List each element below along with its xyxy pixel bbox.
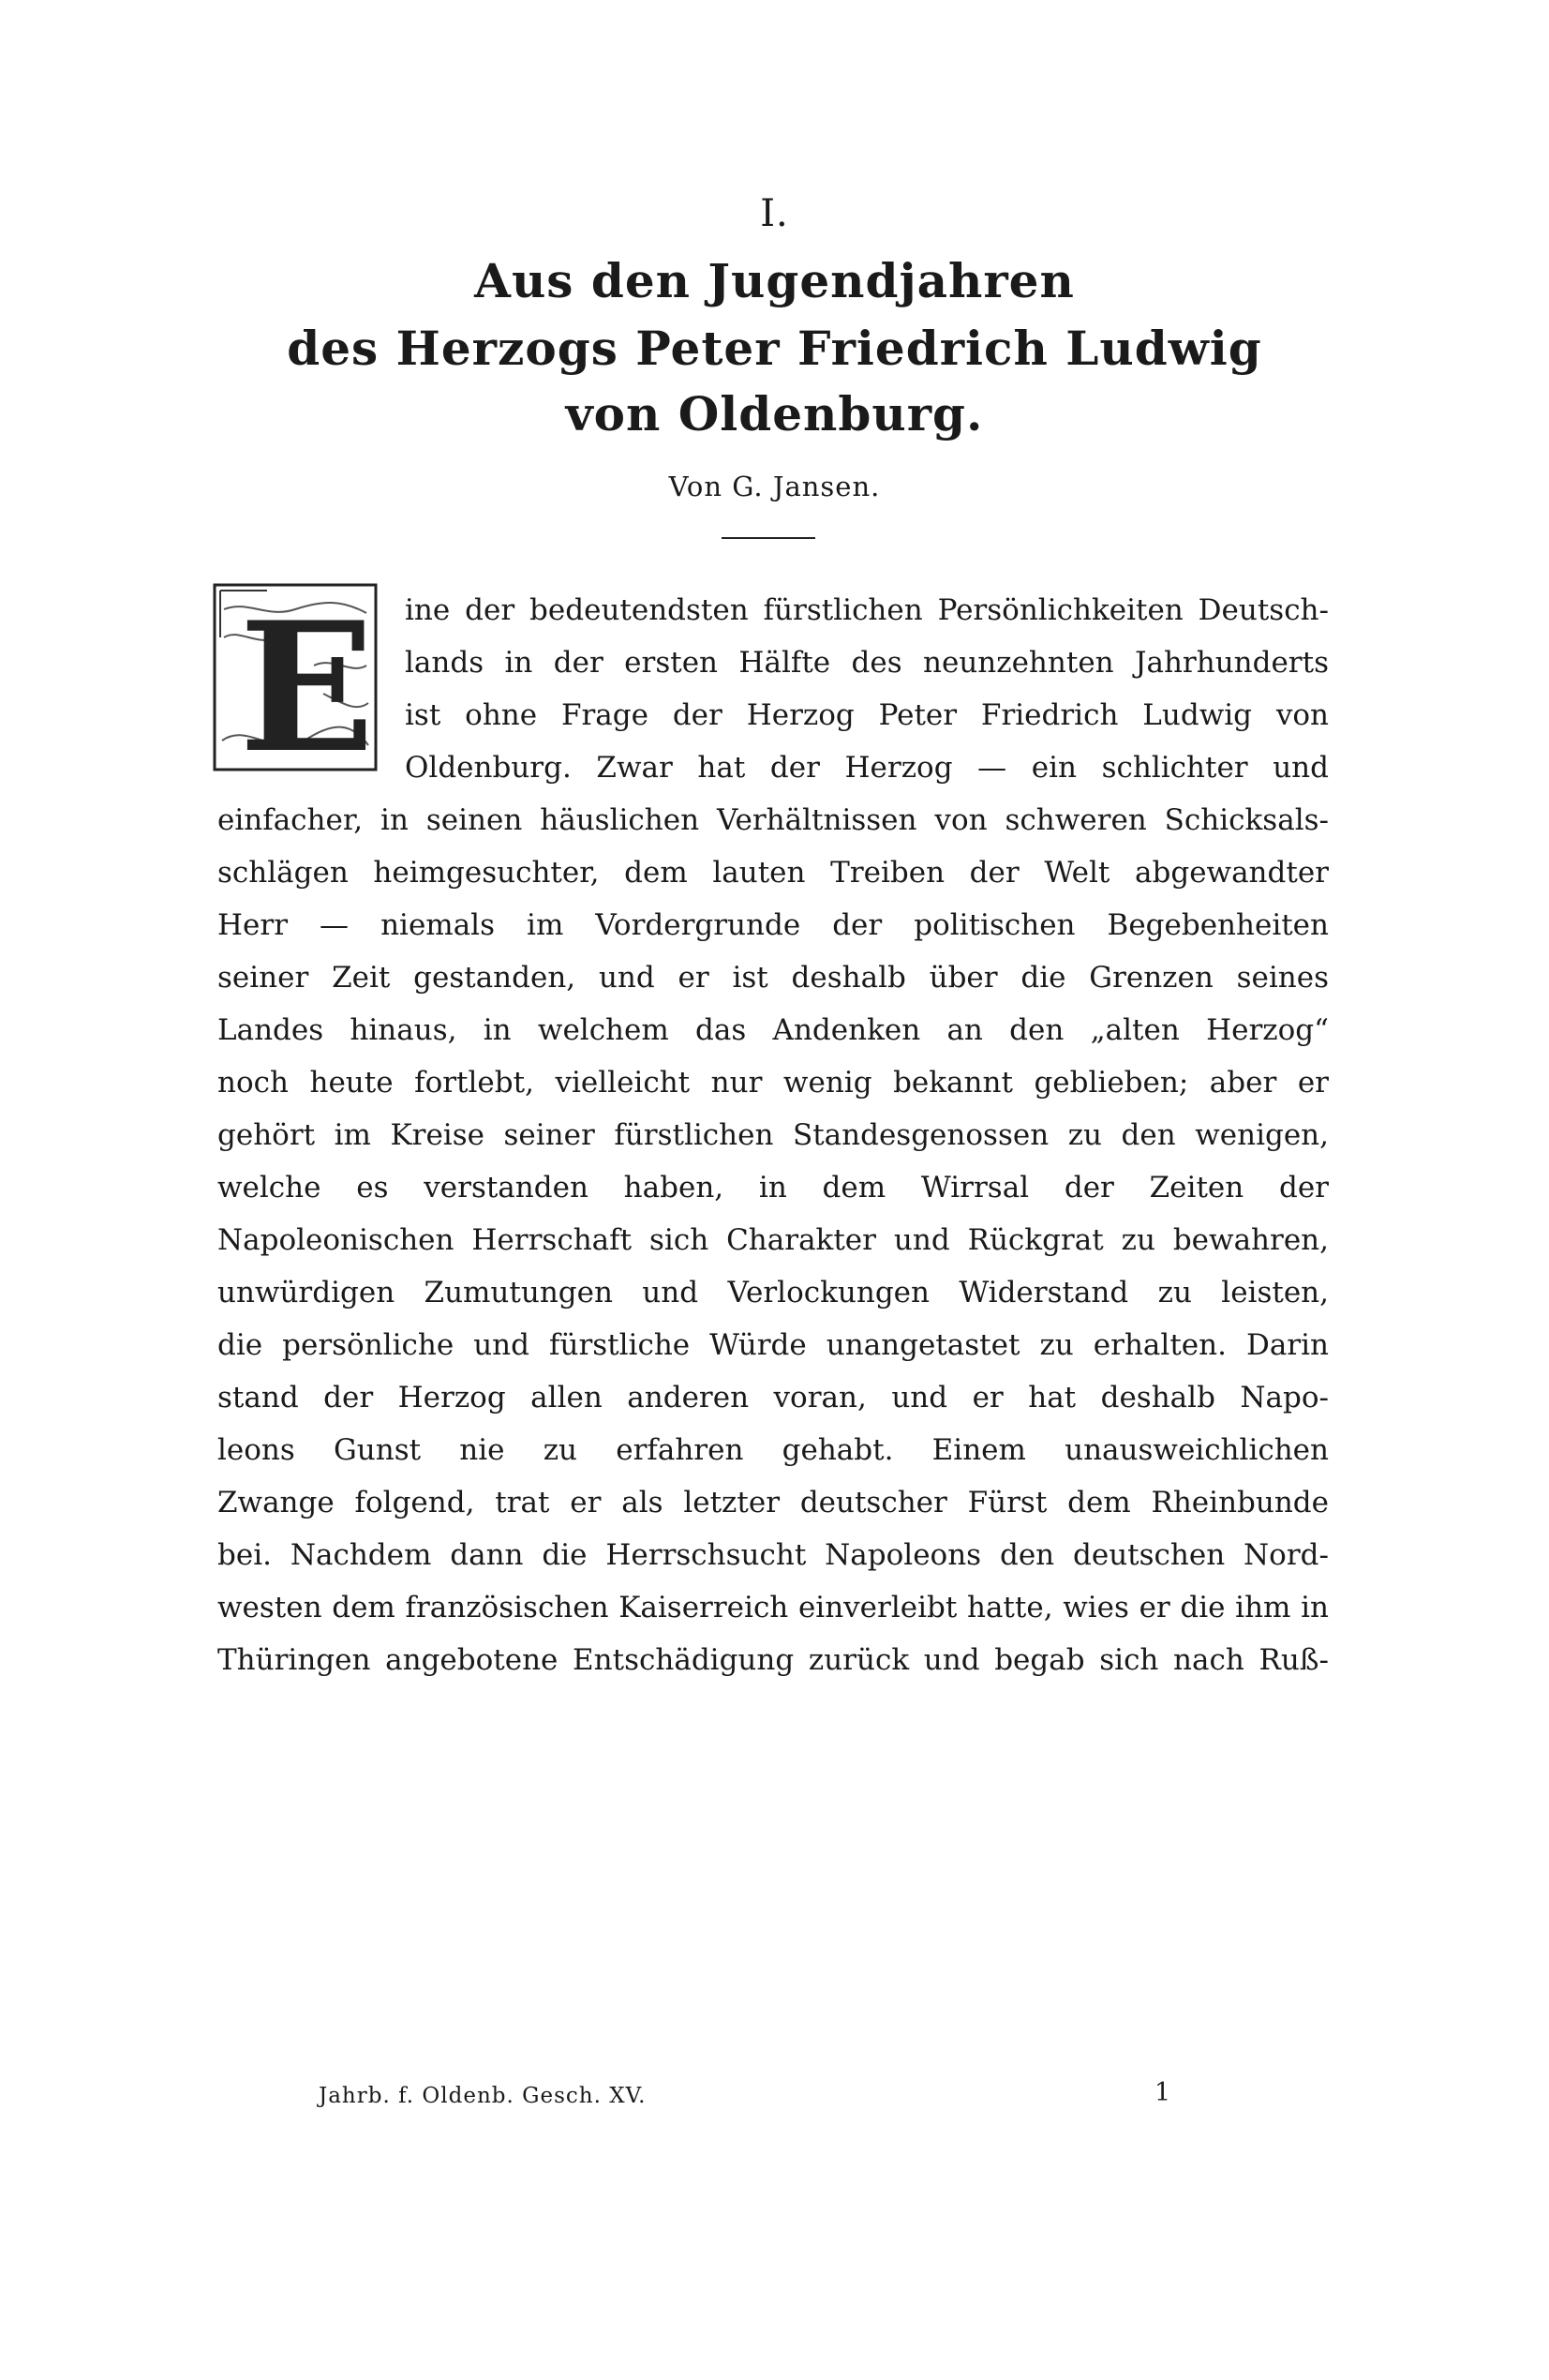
title-divider <box>722 537 815 539</box>
text-line: schlägen heimgesuchter, dem lauten Treiben der Welt abgewandter <box>217 856 1329 890</box>
text-line: Napoleonischen Herrschaft sich Charakter und Rückgrat zu bewahren, <box>217 1223 1329 1257</box>
text-line: ine der bedeutendsten fürstlichen Persönlichkeiten Deutsch- <box>405 593 1329 627</box>
text-line: stand der Herzog allen anderen voran, und er hat deshalb Napo- <box>217 1381 1329 1415</box>
text-line: einfacher, in seinen häuslichen Verhältnissen von schweren Schicksals- <box>217 803 1329 837</box>
text-line: bei. Nachdem dann die Herrschsucht Napoleons den deutschen Nord- <box>217 1538 1329 1572</box>
text-line: Landes hinaus, in welchem das Andenken an den „alten Herzog“ <box>217 1013 1329 1047</box>
text-line: westen dem französischen Kaiserreich einverleibt hatte, wies er die ihm in <box>217 1591 1329 1624</box>
initial-letter-glyph: E <box>239 583 375 773</box>
title-line-1: Aus den Jugendjahren <box>474 253 1075 308</box>
text-line: ist ohne Frage der Herzog Peter Friedrich Ludwig von <box>405 698 1329 732</box>
title-line-3: von Oldenburg. <box>565 386 984 442</box>
text-line: noch heute fortlebt, vielleicht nur wenig bekannt geblieben; aber er <box>217 1066 1329 1100</box>
chapter-number: I. <box>760 192 789 235</box>
author-byline: Von G. Jansen. <box>668 471 881 502</box>
text-line: seiner Zeit gestanden, und er ist deshalb über die Grenzen seines <box>217 961 1329 995</box>
text-line: Herr — niemals im Vordergrunde der politischen Begebenheiten <box>217 908 1329 942</box>
text-line: Thüringen angebotene Entschädigung zurück und begab sich nach Ruß- <box>217 1643 1329 1677</box>
page-number: 1 <box>1154 2078 1171 2107</box>
text-line: leons Gunst nie zu erfahren gehabt. Einem unausweichlichen <box>217 1433 1329 1467</box>
text-line: welche es verstanden haben, in dem Wirrsal der Zeiten der <box>217 1171 1329 1205</box>
text-line: gehört im Kreise seiner fürstlichen Standesgenossen zu den wenigen, <box>217 1118 1329 1152</box>
text-line: Zwange folgend, trat er als letzter deutscher Fürst dem Rheinbunde <box>217 1486 1329 1519</box>
text-line: die persönliche und fürstliche Würde unangetastet zu erhalten. Darin <box>217 1328 1329 1362</box>
journal-signature: Jahrb. f. Oldenb. Gesch. XV. <box>319 2084 647 2108</box>
text-line: unwürdigen Zumutungen und Verlockungen Widerstand zu leisten, <box>217 1276 1329 1310</box>
body-paragraph <box>217 584 1329 1686</box>
text-line: Oldenburg. Zwar hat der Herzog — ein schlichter und <box>405 751 1329 785</box>
title-line-2: des Herzogs Peter Friedrich Ludwig <box>287 321 1262 376</box>
text-line: lands in der ersten Hälfte des neunzehnten Jahrhunderts <box>405 646 1329 680</box>
